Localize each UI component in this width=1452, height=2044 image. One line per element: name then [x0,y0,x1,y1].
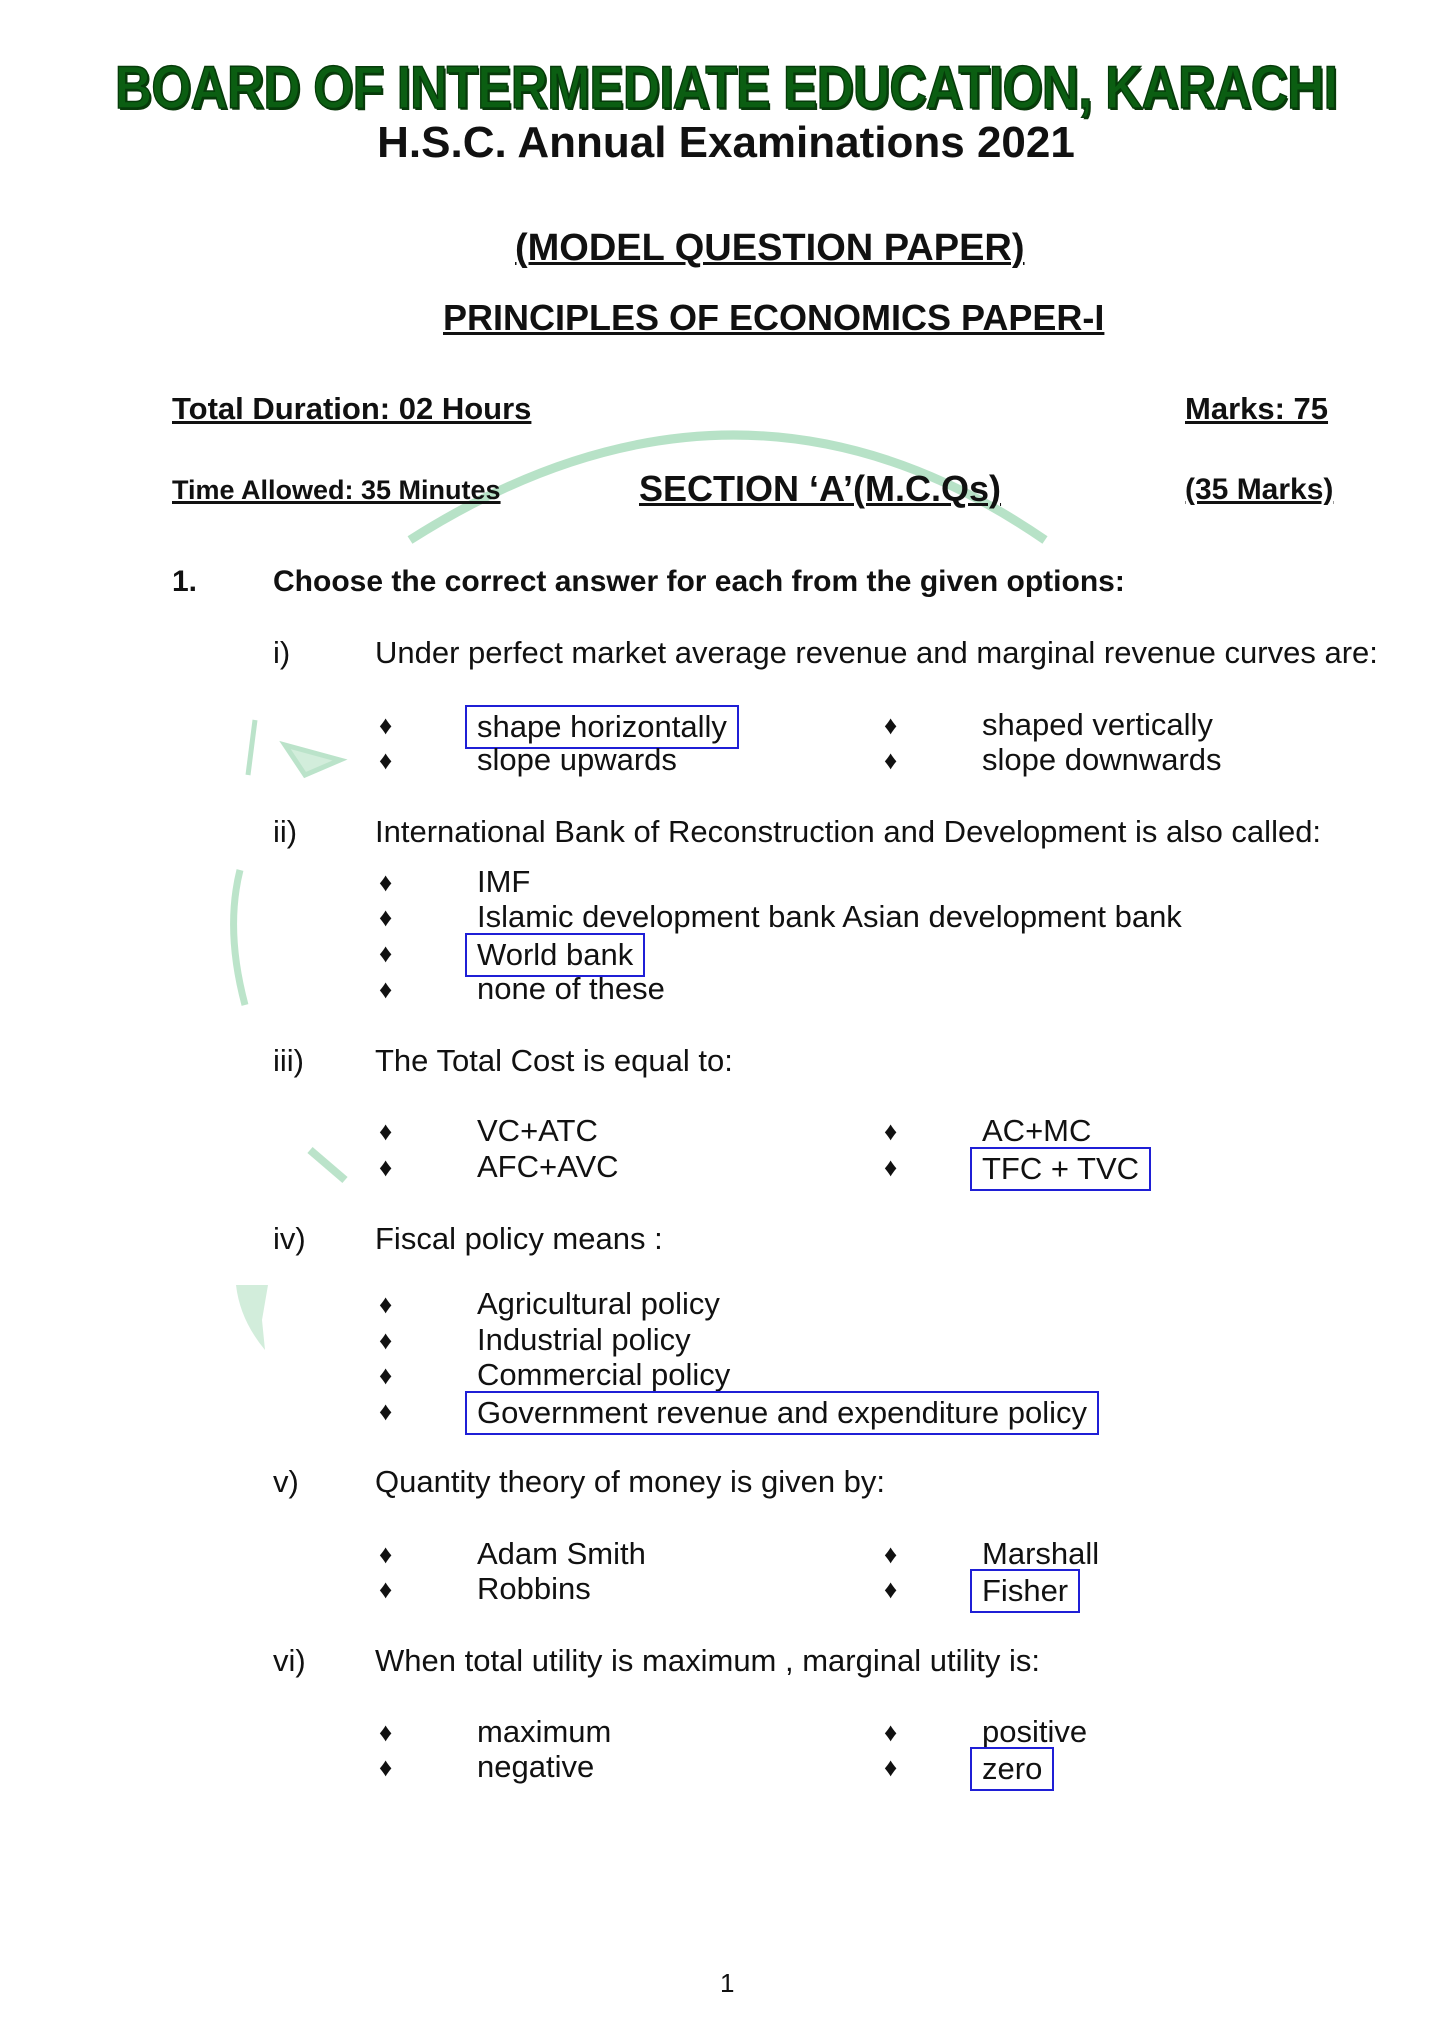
option-selected[interactable]: Government revenue and expenditure policy [465,1391,1099,1435]
bullet-diamond-icon: ♦ [379,745,393,775]
option-selected[interactable]: shape horizontally [465,705,739,749]
bullet-diamond-icon: ♦ [379,1539,393,1569]
bullet-diamond-icon: ♦ [379,974,393,1004]
option[interactable]: Marshall [982,1536,1100,1571]
bullet-diamond-icon: ♦ [379,1325,393,1355]
bullet-diamond-icon: ♦ [884,1539,898,1569]
question-label: i) [273,635,291,670]
section-marks: (35 Marks) [1185,473,1334,506]
question-text: Fiscal policy means : [375,1221,663,1256]
question-text: The Total Cost is equal to: [375,1043,733,1078]
option[interactable]: maximum [477,1714,612,1749]
option[interactable]: AFC+AVC [477,1149,619,1184]
option[interactable]: shaped vertically [982,707,1213,742]
bullet-diamond-icon: ♦ [884,1574,898,1604]
option-selected[interactable]: zero [970,1747,1054,1791]
bullet-diamond-icon: ♦ [884,1752,898,1782]
question-label: ii) [273,814,298,849]
total-duration: Total Duration: 02 Hours [172,391,532,426]
bullet-diamond-icon: ♦ [884,745,898,775]
option[interactable]: slope downwards [982,742,1222,777]
bullet-diamond-icon: ♦ [379,1360,393,1390]
option-selected[interactable]: TFC + TVC [970,1147,1151,1191]
bullet-diamond-icon: ♦ [379,1752,393,1782]
question-label: v) [273,1464,299,1499]
bullet-diamond-icon: ♦ [379,1152,393,1182]
option-selected[interactable]: Fisher [970,1569,1080,1613]
bullet-diamond-icon: ♦ [884,1116,898,1146]
section-title: SECTION ‘A’(M.C.Qs) [639,468,1002,509]
bullet-diamond-icon: ♦ [379,1717,393,1747]
question-label: iii) [273,1043,304,1078]
bullet-diamond-icon: ♦ [379,938,393,968]
question-instruction: Choose the correct answer for each from the given options: [273,565,1125,598]
bullet-diamond-icon: ♦ [379,710,393,740]
page-number: 1 [720,1968,735,1998]
option[interactable]: negative [477,1749,595,1784]
question-text: When total utility is maximum , marginal utility is: [375,1643,1040,1678]
option[interactable]: Industrial policy [477,1322,691,1357]
time-allowed: Time Allowed: 35 Minutes [172,475,501,505]
bullet-diamond-icon: ♦ [379,1289,393,1319]
subject-title: PRINCIPLES OF ECONOMICS PAPER-I [443,297,1105,338]
question-number: 1. [172,565,198,598]
question-text: International Bank of Reconstruction and Development is also called: [375,814,1322,849]
option[interactable]: IMF [477,864,531,899]
question-text: Under perfect market average revenue and marginal revenue curves are: [375,635,1378,670]
bullet-diamond-icon: ♦ [379,1396,393,1426]
question-label: iv) [273,1221,306,1256]
option[interactable]: VC+ATC [477,1113,598,1148]
option[interactable]: Robbins [477,1571,591,1606]
board-title: BOARD OF INTERMEDIATE EDUCATION, KARACHI [114,54,1338,121]
question-text: Quantity theory of money is given by: [375,1464,886,1499]
bullet-diamond-icon: ♦ [379,867,393,897]
option[interactable]: Adam Smith [477,1536,646,1571]
total-marks: Marks: 75 [1185,391,1329,426]
option[interactable]: Commercial policy [477,1357,731,1392]
paper-type: (MODEL QUESTION PAPER) [515,227,1025,269]
bullet-diamond-icon: ♦ [379,902,393,932]
bullet-diamond-icon: ♦ [884,1152,898,1182]
option[interactable]: slope upwards [477,742,677,777]
bullet-diamond-icon: ♦ [379,1574,393,1604]
option[interactable]: AC+MC [982,1113,1092,1148]
option[interactable]: Agricultural policy [477,1286,720,1321]
bullet-diamond-icon: ♦ [884,710,898,740]
option-selected[interactable]: World bank [465,933,645,977]
exam-title: H.S.C. Annual Examinations 2021 [377,118,1075,167]
question-label: vi) [273,1643,306,1678]
option[interactable]: none of these [477,971,665,1006]
bullet-diamond-icon: ♦ [379,1116,393,1146]
option[interactable]: positive [982,1714,1088,1749]
option[interactable]: Islamic development bank Asian development bank [477,899,1182,934]
bullet-diamond-icon: ♦ [884,1717,898,1747]
